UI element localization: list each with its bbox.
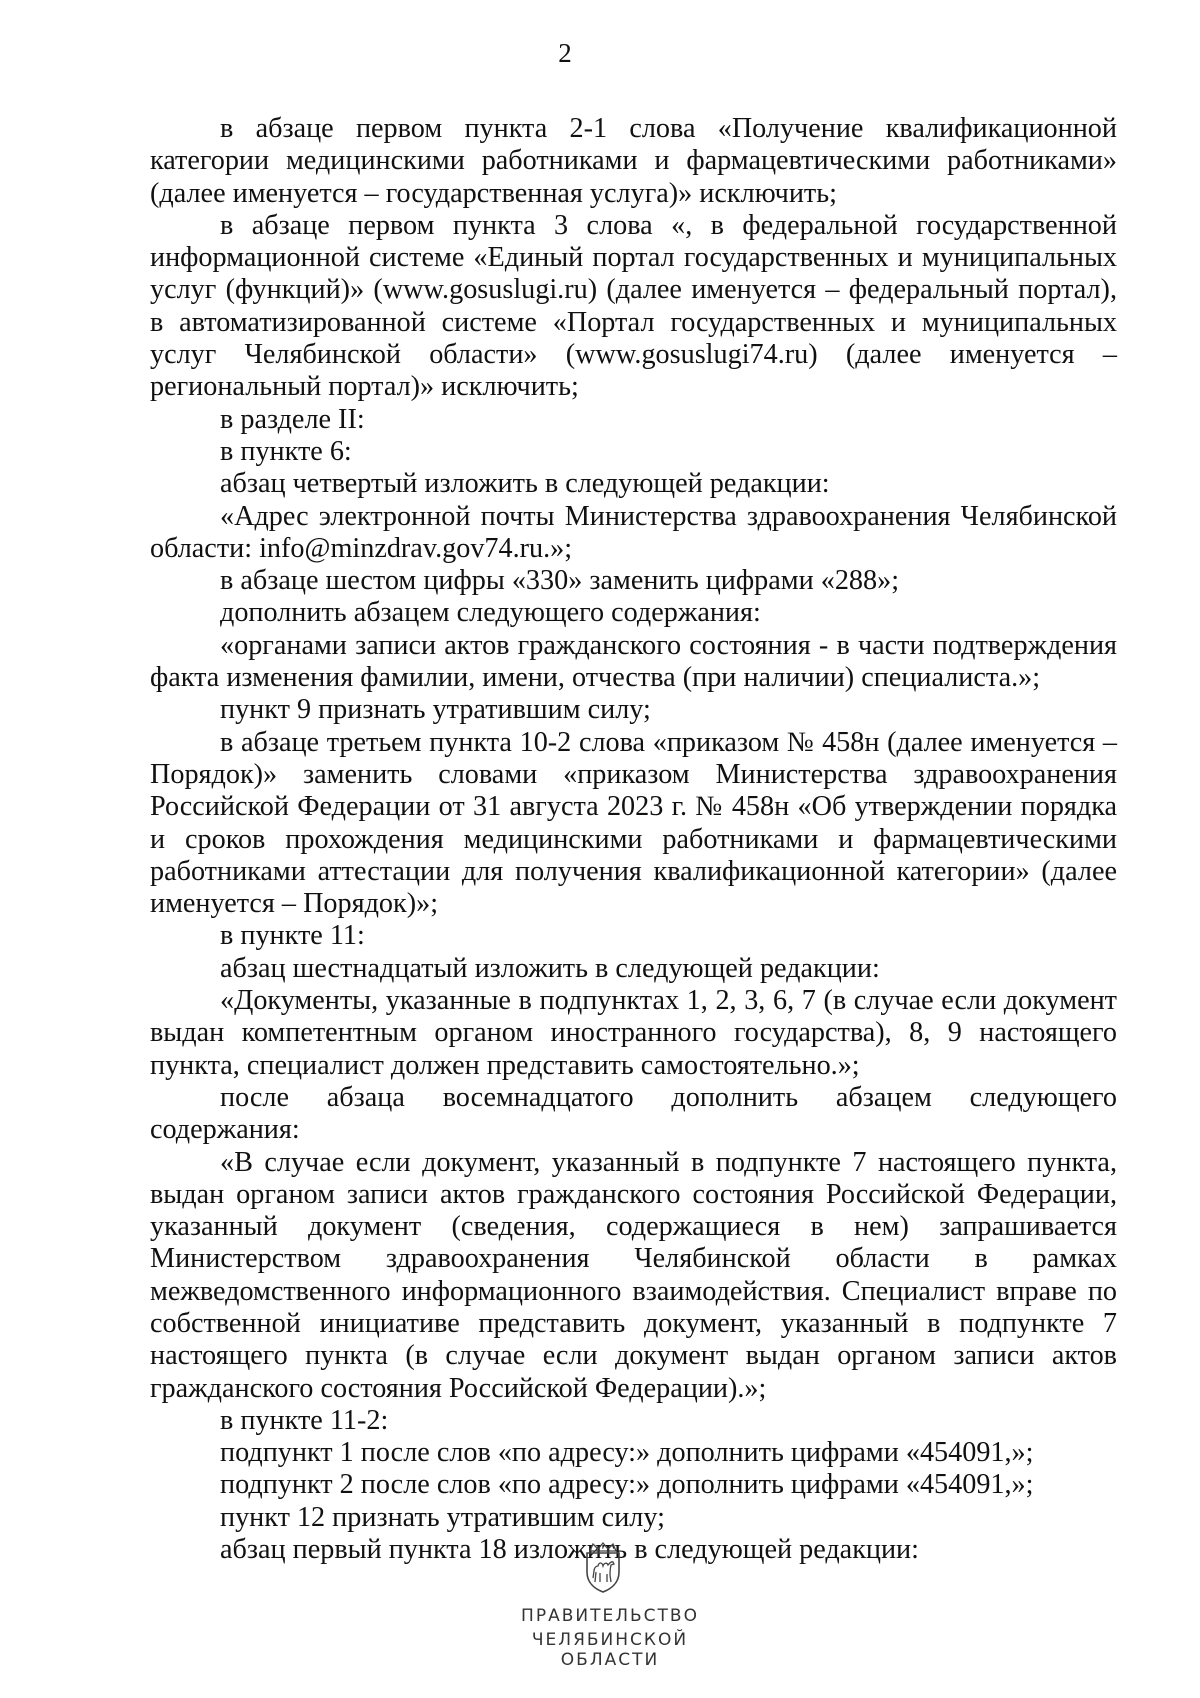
paragraph: подпункт 1 после слов «по адресу:» дополнить цифрами «454091,»; [220,1437,1034,1469]
paragraph: «Адрес электронной почты Министерства здравоохранения Челябинской области: info@minzdrav.gov74.ru.»; [150,500,1117,564]
page-number: 2 [558,38,572,68]
stamp-line-2: ЧЕЛЯБИНСКОЙ ОБЛАСТИ [531,1630,689,1670]
paragraph: абзац первый пункта 18 изложить в следующей редакции: [220,1534,919,1566]
paragraph: в абзаце первом пункта 2-1 слова «Получение квалификационной категории медицинскими работниками и фармацевтическими работниками» (далее именуется – государственная услуга)» исключить; [150,113,1117,209]
paragraph: «В случае если документ, указанный в подпункте 7 настоящего пункта, выдан органом записи актов гражданского состояния Российской Федерации, указанный документ (сведения, содержащиеся в нем) запрашивается Министерством здравоохранения Челябинской области в рамках межведомственного информационного взаимодействия. Специалист вправе по собственной инициативе представить документ, указанный в подпункте 7 настоящего пункта (в случае если документ выдан органом записи актов гражданского состояния Российской Федерации).»; [150,1146,1117,1404]
paragraph: дополнить абзацем следующего содержания: [220,597,761,629]
paragraph: в пункте 6: [220,435,352,467]
paragraph: в абзаце первом пункта 3 слова «, в федеральной государственной информационной системе «Единый портал государственных и муниципальных услуг (функций)» (www.gosuslugi.ru) (далее именуется – федеральный портал), в автоматизированной системе «Портал государственных и муниципальных услуг Челябинской области» (www.gosuslugi74.ru) (далее именуется – региональный портал)» исключить; [150,209,1117,403]
paragraph: в абзаце третьем пункта 10-2 слова «приказом № 458н (далее именуется – Порядок)» заменить словами «приказом Министерства здравоохранения Российской Федерации от 31 августа 2023 г. № 458н «Об утверждении порядка и сроков прохождения медицинскими работниками и фармацевтическими работниками аттестации для получения квалификационной категории» (далее именуется – Порядок)»; [150,726,1117,920]
coat-of-arms-icon [582,1542,624,1594]
paragraph: «Документы, указанные в подпунктах 1, 2, 3, 6, 7 (в случае если документ выдан компетентным органом иностранного государства), 8, 9 настоящего пункта, специалист должен представить самостоятельно.»; [150,985,1117,1081]
paragraph: пункт 9 признать утратившим силу; [220,694,651,726]
paragraph: в разделе II: [220,403,365,435]
paragraph: «органами записи актов гражданского состояния - в части подтверждения факта изменения фамилии, имени, отчества (при наличии) специалиста.»; [150,629,1117,694]
paragraph: в пункте 11: [220,920,365,952]
paragraph: после абзаца восемнадцатого дополнить абзацем следующего содержания: [150,1081,1117,1146]
paragraph: в пункте 11-2: [220,1404,389,1436]
paragraph: в абзаце шестом цифры «330» заменить цифрами «288»; [220,565,900,597]
paragraph: абзац четвертый изложить в следующей редакции: [220,468,830,500]
government-stamp [480,1542,740,1672]
paragraph: подпункт 2 после слов «по адресу:» дополнить цифрами «454091,»; [220,1469,1034,1501]
paragraph: абзац шестнадцатый изложить в следующей редакции: [220,952,880,984]
document-body [150,113,1117,1566]
paragraph: пункт 12 признать утратившим силу; [220,1501,665,1533]
stamp-line-1: ПРАВИТЕЛЬСТВО [521,1606,699,1626]
